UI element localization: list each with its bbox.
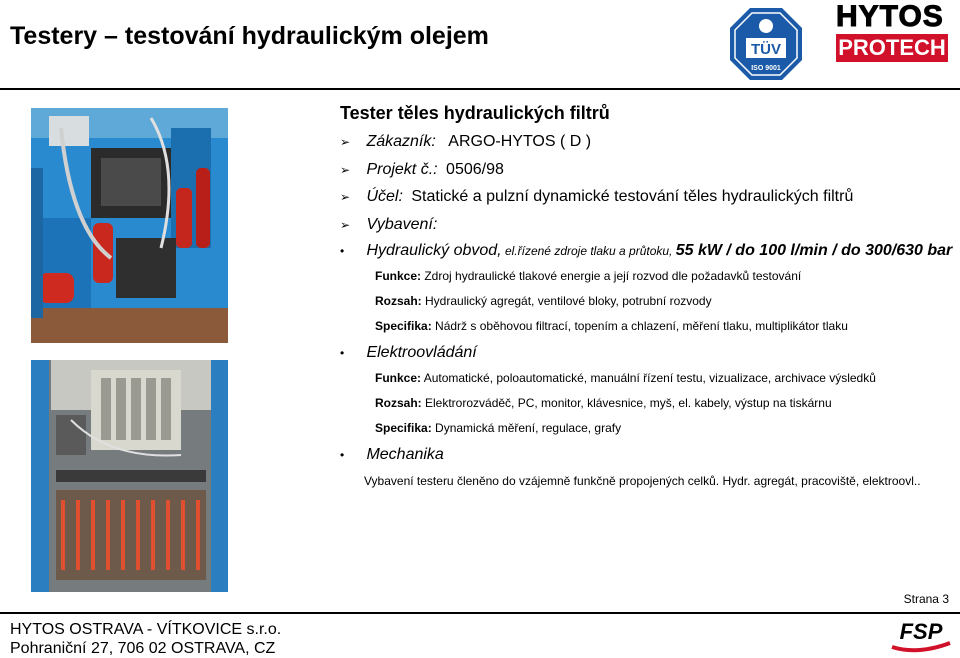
scope-label: Rozsah:: [375, 294, 422, 308]
mechanics-line: [340, 446, 444, 464]
specifics-label: Specifika:: [375, 421, 432, 435]
hydraulic-title: Hydraulický obvod,: [366, 242, 502, 259]
content-area: [340, 103, 955, 488]
scope-label: Rozsah:: [375, 396, 422, 410]
hydraulic-spec: 55 kW / do 100 l/min / do 300/630 bar: [675, 242, 953, 259]
footer-address: Pohraniční 27, 706 02 OSTRAVA, CZ: [10, 640, 276, 657]
arrow-bullet-icon: ➢: [340, 190, 351, 204]
hydraulic-unit-photo: [31, 108, 228, 343]
project-line: [340, 161, 504, 179]
equipment-line: [340, 216, 437, 234]
purpose-line: [340, 188, 853, 206]
customer-value: ARGO-HYTOS ( D ): [448, 133, 592, 150]
hydraulic-function: [375, 269, 801, 283]
electrical-specifics: [375, 421, 621, 435]
protech-wordmark: PROTECH: [836, 34, 948, 62]
purpose-value: Statické a pulzní dynamické testování těles hydraulických filtrů: [411, 188, 854, 205]
fsp-text: FSP: [899, 619, 943, 644]
header-divider: [0, 88, 960, 90]
scope-value: Elektrorozváděč, PC, monitor, klávesnice, myš, el. kabely, výstup na tiskárnu: [421, 396, 832, 410]
electrical-function: [375, 371, 876, 385]
electrical-title: Elektroovládání: [366, 344, 477, 361]
tuv-text: TÜV: [751, 41, 781, 58]
specifics-value: Nádrž s oběhovou filtrací, topením a chlazení, měření tlaku, multiplikátor tlaku: [431, 319, 848, 333]
function-label: Funkce:: [375, 269, 422, 283]
hydraulic-scope: [375, 294, 712, 308]
function-value: Zdroj hydraulické tlakové energie a její rozvod dle požadavků testování: [421, 269, 802, 283]
tuv-logo: [728, 6, 804, 82]
scope-value: Hydraulický agregát, ventilové bloky, potrubní rozvody: [421, 294, 712, 308]
arrow-bullet-icon: ➢: [340, 163, 351, 177]
electrical-line: [340, 344, 477, 362]
fsp-logo: [888, 617, 954, 653]
equipment-label: Vybavení:: [366, 216, 438, 233]
page-title: Testery – testování hydraulickým olejem: [10, 22, 489, 50]
customer-label: Zákazník:: [366, 133, 436, 150]
hydraulic-specifics: [375, 319, 848, 333]
arrow-bullet-icon: ➢: [340, 135, 351, 149]
dot-bullet-icon: •: [340, 244, 345, 258]
purpose-label: Účel:: [366, 188, 403, 205]
mechanics-text: Vybavení testeru členěno do vzájemně funkčně propojených celků. Hydr. agregát, pracoviště, elektroovl..: [364, 474, 921, 488]
dot-bullet-icon: •: [340, 346, 345, 360]
page-number: Strana 3: [903, 592, 949, 606]
section-heading: Tester těles hydraulických filtrů: [340, 103, 610, 123]
tuv-iso-text: ISO 9001: [751, 65, 781, 72]
arrow-bullet-icon: ➢: [340, 218, 351, 232]
dot-bullet-icon: •: [340, 448, 345, 462]
function-value: Automatické, poloautomatické, manuální řízení testu, vizualizace, archivace výsledků: [421, 371, 876, 385]
mechanics-title: Mechanika: [366, 446, 444, 463]
footer-company: HYTOS OSTRAVA - VÍTKOVICE s.r.o.: [10, 621, 282, 638]
hytos-protech-logo: [836, 2, 946, 62]
specifics-value: Dynamická měření, regulace, grafy: [431, 421, 622, 435]
electrical-cabinet-photo: [31, 360, 228, 592]
electrical-scope: [375, 396, 832, 410]
specifics-label: Specifika:: [375, 319, 432, 333]
hydraulic-line: [340, 242, 952, 260]
project-label: Projekt č.:: [366, 161, 438, 178]
function-label: Funkce:: [375, 371, 422, 385]
hytos-wordmark: HYTOS: [836, 0, 944, 33]
project-value: 0506/98: [446, 161, 504, 178]
footer-divider: [0, 612, 960, 614]
hydraulic-desc: el.řízené zdroje tlaku a průtoku,: [501, 244, 676, 258]
customer-line: [340, 133, 591, 151]
